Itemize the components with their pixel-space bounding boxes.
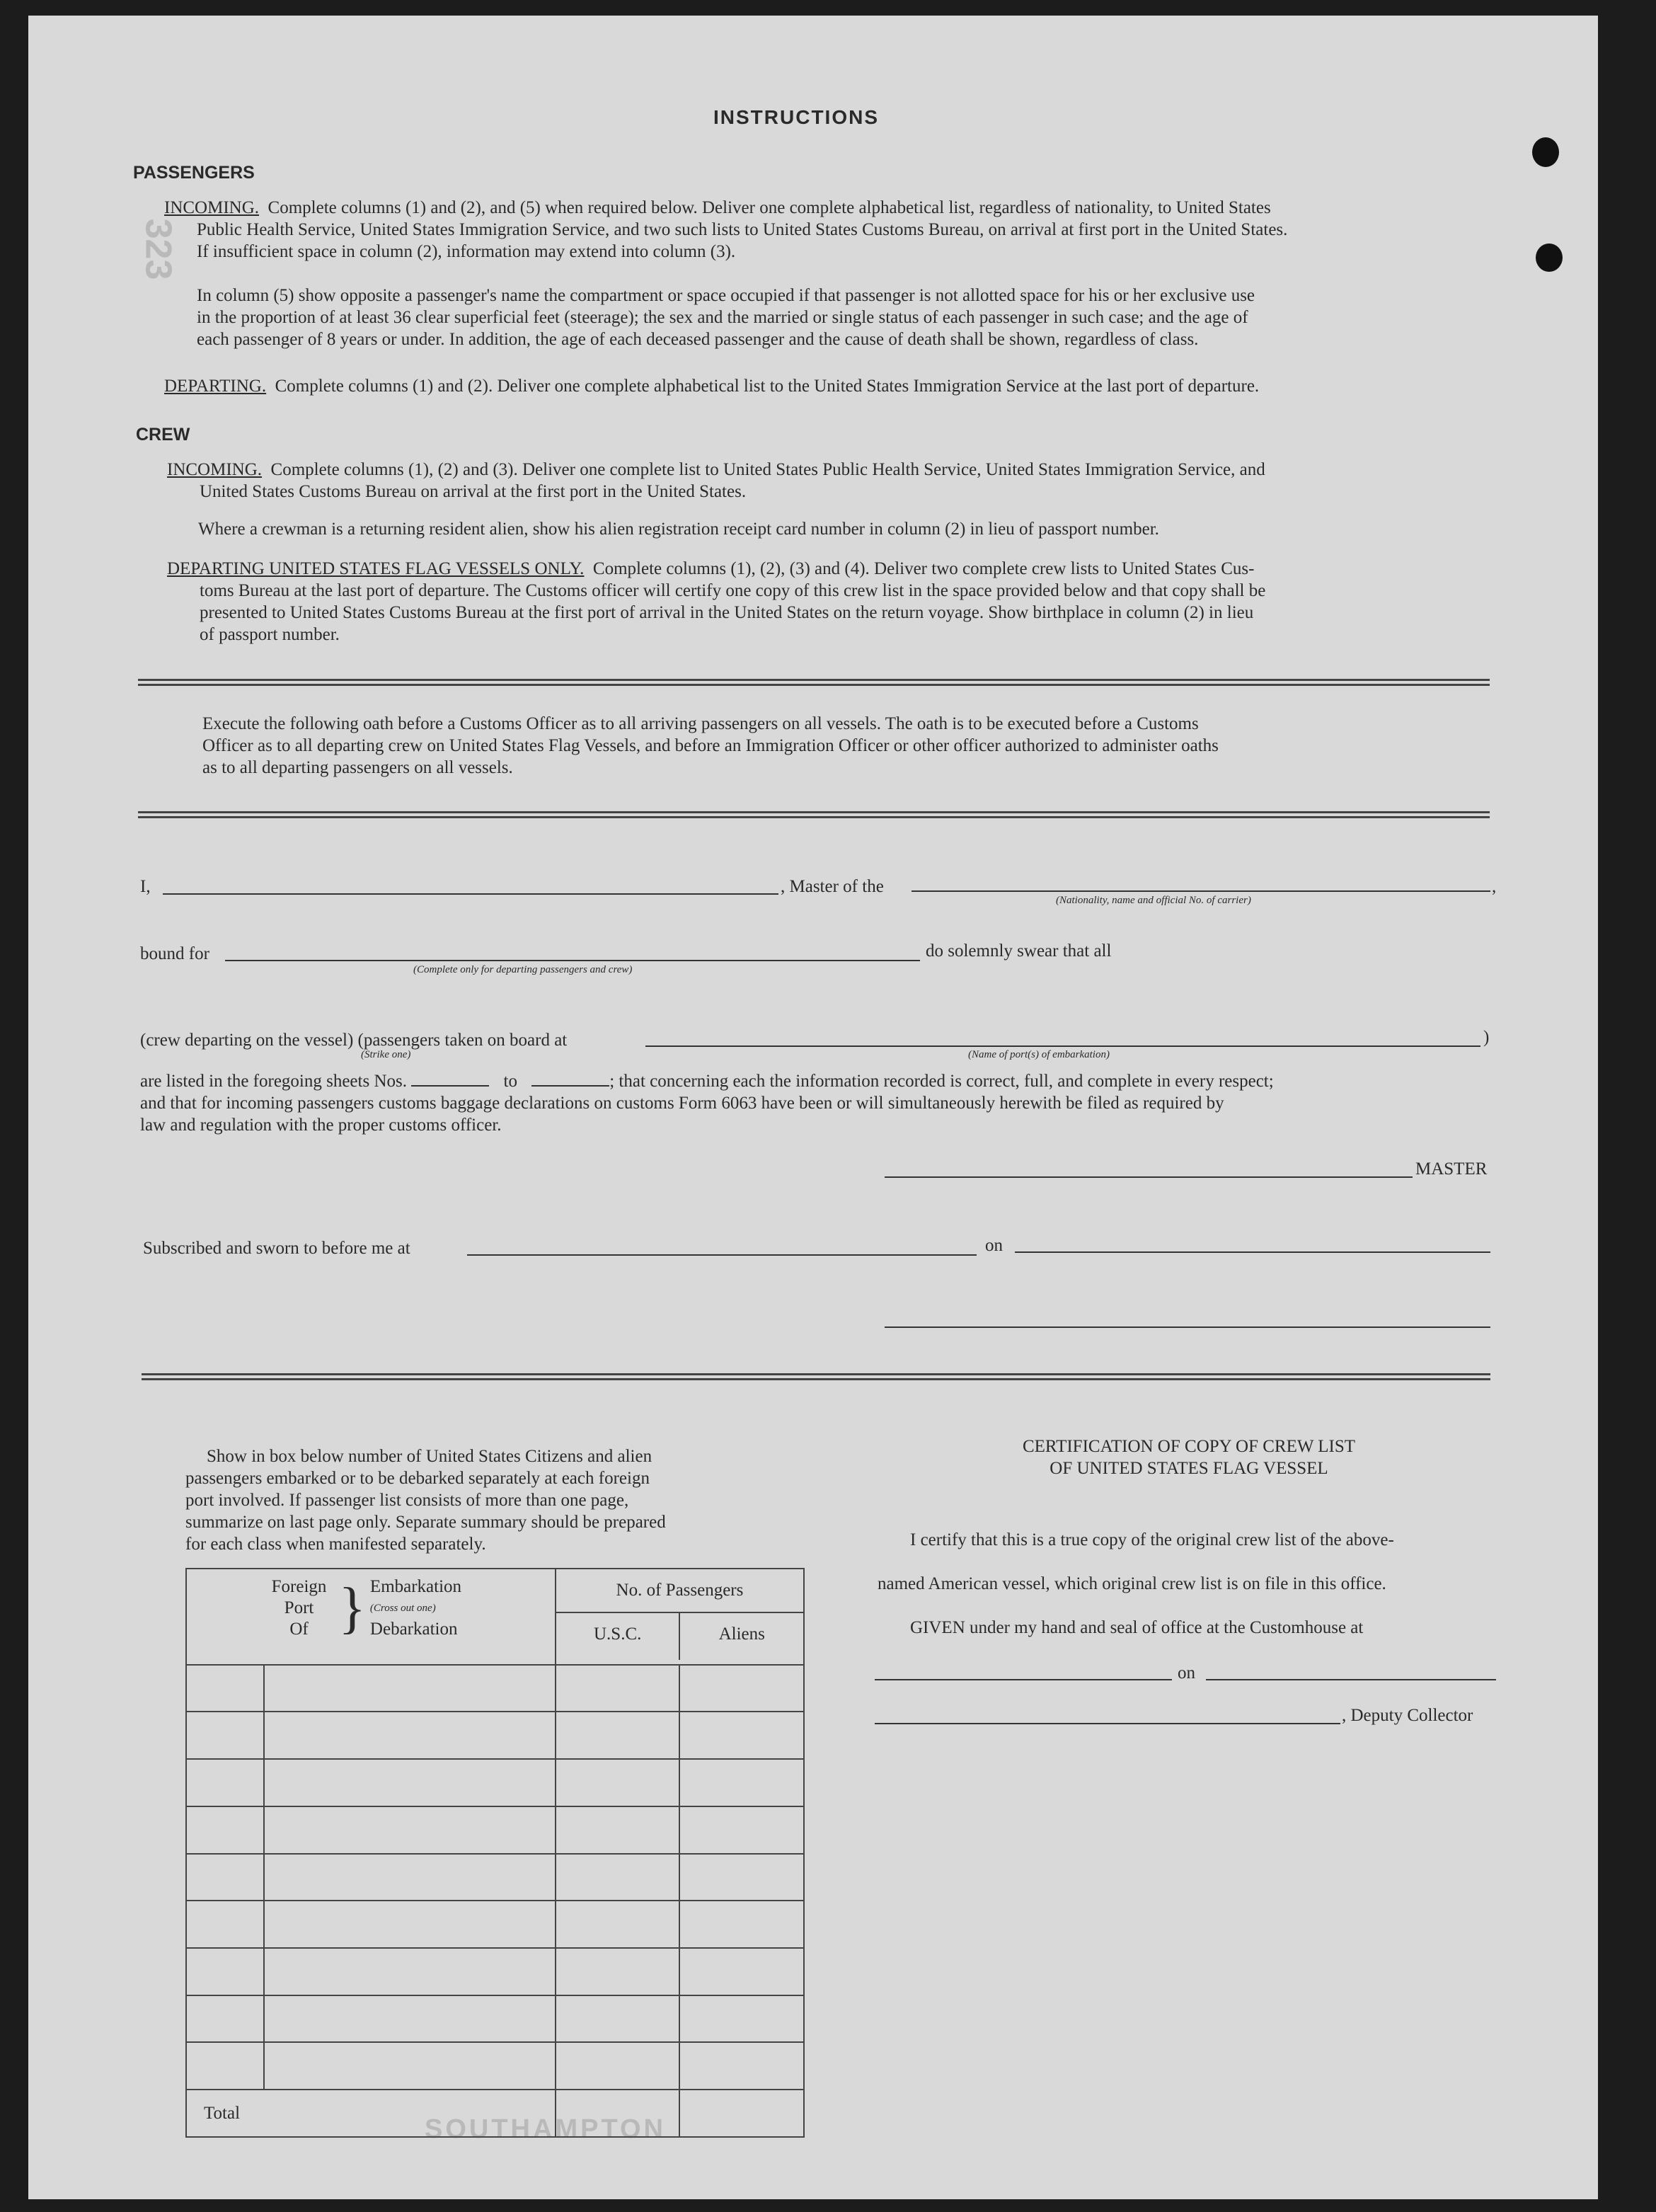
resident-alien-text: Where a crewman is a returning resident alien, show his alien registration receipt card number in column (2) in lieu of passport number. <box>198 520 1159 539</box>
nationality-hint: (Nationality, name and official No. of carrier) <box>1056 895 1251 906</box>
crew-flag-vessels <box>167 558 1497 646</box>
summary-line: for each class when manifested separately. <box>185 1535 486 1554</box>
table-total-row <box>186 2090 804 2137</box>
table-row <box>186 1854 804 1901</box>
passengers-heading: PASSENGERS <box>133 163 255 183</box>
divider <box>138 811 1490 818</box>
master-signature-field[interactable] <box>885 1176 1413 1178</box>
certification-date-field[interactable] <box>1206 1679 1496 1680</box>
passengers-departing-label: DEPARTING. <box>164 377 267 396</box>
subscribed-place-field[interactable] <box>467 1254 977 1256</box>
oath-instruction-line: Execute the following oath before a Customs Officer as to all arriving passengers on all vessels. The oath is to be executed before a Customs <box>202 714 1199 733</box>
crew-flag-label: DEPARTING UNITED STATES FLAG VESSELS ONLY. <box>167 559 585 578</box>
certification-title-line: OF UNITED STATES FLAG VESSEL <box>1050 1459 1328 1478</box>
customhouse-field[interactable] <box>875 1679 1172 1680</box>
oath-line-3: law and regulation with the proper customs officer. <box>140 1116 502 1135</box>
of-label: Of <box>289 1620 309 1639</box>
listed-to: to <box>503 1072 517 1091</box>
summary-line: summarize on last page only. Separate summary should be prepared <box>185 1513 666 1532</box>
footer-stamp: SOUTHAMPTON <box>425 2114 666 2144</box>
certification-title <box>870 1435 1507 1479</box>
oath-instructions <box>202 713 1497 779</box>
brace-icon: } <box>338 1577 366 1639</box>
binder-hole-bottom <box>1536 243 1563 272</box>
crew-incoming-label: INCOMING. <box>167 460 263 479</box>
oath-instruction-line: Officer as to all departing crew on United States Flag Vessels, and before an Immigration Officer or other officer authorized to administer oaths <box>202 736 1219 755</box>
total-aliens-cell[interactable] <box>679 2090 804 2137</box>
officer-signature-field[interactable] <box>885 1326 1490 1328</box>
certification-title-line: CERTIFICATION OF COPY OF CREW LIST <box>1022 1437 1356 1456</box>
oath-i-label: I, <box>140 877 151 896</box>
port-field[interactable] <box>645 1045 1480 1047</box>
crew-flag-line: toms Bureau at the last port of departure. The Customs officer will certify one copy of this crew list in the space provided below and that copy shall be <box>200 581 1266 600</box>
column5-line: in the proportion of at least 36 clear superficial feet (steerage); the sex and the married or single status of each passenger in such case; and the age of <box>197 308 1248 327</box>
crew-flag-line: of passport number. <box>200 625 340 644</box>
passengers-incoming-line: If insufficient space in column (2), information may extend into column (3). <box>197 242 736 261</box>
divider <box>142 1373 1490 1380</box>
summary-instructions <box>185 1445 787 1555</box>
column5-line: each passenger of 8 years or under. In addition, the age of each deceased passenger and the cause of death shall be shown, regardless of class. <box>197 330 1199 349</box>
form-page <box>28 16 1598 2199</box>
summary-line: port involved. If passenger list consists of more than one page, <box>185 1491 629 1510</box>
table-row <box>186 1665 804 1712</box>
debarkation-label: Debarkation <box>369 1620 458 1639</box>
crew-flag-line: presented to United States Customs Bureau at the first port of arrival in the United States on the return voyage. Show birthplace in column (2) in lieu <box>200 603 1254 622</box>
bound-for-label: bound for <box>140 944 209 963</box>
close-paren: ) <box>1483 1028 1490 1047</box>
total-label: Total <box>186 2090 556 2137</box>
passengers-departing-text: Complete columns (1) and (2). Deliver one complete alphabetical list to the United States Immigration Service at the last port of departure. <box>275 377 1260 396</box>
master-label: MASTER <box>1415 1159 1488 1179</box>
page-title: INSTRUCTIONS <box>713 106 879 128</box>
swear-text: do solemnly swear that all <box>926 941 1112 961</box>
listed-a: are listed in the foregoing sheets Nos. <box>140 1072 407 1091</box>
summary-line: Show in box below number of United States Citizens and alien <box>207 1447 652 1466</box>
comma: , <box>1492 877 1497 896</box>
bound-hint: (Complete only for departing passengers and crew) <box>413 964 633 975</box>
table-row <box>186 1995 804 2043</box>
crew-incoming-line: Complete columns (1), (2) and (3). Deliver one complete list to United States Public Health Service, United States Immigration Service, and <box>270 460 1265 479</box>
subscribed-date-field[interactable] <box>1015 1251 1490 1253</box>
crew-incoming <box>167 459 1497 503</box>
binder-hole-top <box>1532 137 1559 167</box>
column5-paragraph <box>197 285 1496 350</box>
sheet-to-field[interactable] <box>531 1085 609 1087</box>
crew-departing-label: (crew departing on the vessel) (passengers taken on board at <box>140 1031 568 1050</box>
summary-line: passengers embarked or to be debarked separately at each foreign <box>185 1469 650 1488</box>
sheet-from-field[interactable] <box>411 1085 489 1087</box>
table-row <box>186 1759 804 1806</box>
bound-for-field[interactable] <box>225 960 920 961</box>
total-usc-cell[interactable] <box>556 2090 680 2137</box>
strike-one-hint: (Strike one) <box>361 1049 411 1060</box>
port-label: Port <box>284 1598 314 1617</box>
certify-text <box>878 1529 1500 1595</box>
master-name-field[interactable] <box>163 893 778 895</box>
deputy-collector-label: , Deputy Collector <box>1342 1706 1473 1725</box>
table-row <box>186 1806 804 1854</box>
passengers-departing <box>164 375 1495 397</box>
listed-line <box>140 1070 1499 1092</box>
crew-incoming-line: United States Customs Bureau on arrival at the first port in the United States. <box>200 482 747 501</box>
master-of-the-label: , Master of the <box>781 877 884 896</box>
passenger-summary-table <box>185 1568 805 2138</box>
crew-flag-line: Complete columns (1), (2), (3) and (4). Deliver two complete crew lists to United States Cus- <box>592 559 1255 578</box>
listed-b: ; that concerning each the information recorded is correct, full, and complete in every respect; <box>609 1072 1274 1091</box>
oath-line-2: and that for incoming passengers customs baggage declarations on customs Form 6063 have been or will simultaneously herewith be filed as required by <box>140 1094 1224 1113</box>
no-of-passengers-label: No. of Passengers <box>556 1569 803 1613</box>
cross-out-hint: (Cross out one) <box>369 1603 436 1614</box>
passengers-incoming-line: Public Health Service, United States Immigration Service, and two such lists to United States Customs Bureau, on arrival at first port in the United States. <box>197 220 1288 239</box>
subscribed-on-label: on <box>985 1236 1003 1255</box>
table-row <box>186 1712 804 1759</box>
column5-line: In column (5) show opposite a passenger's name the compartment or space occupied if that passenger is not allotted space for his or her exclusive use <box>197 286 1255 305</box>
certification-on-label: on <box>1178 1663 1195 1683</box>
foreign-label: Foreign <box>271 1577 327 1596</box>
passengers-incoming-label: INCOMING. <box>164 198 260 217</box>
vessel-field[interactable] <box>912 890 1490 892</box>
certify-line: named American vessel, which original crew list is on file in this office. <box>878 1574 1386 1593</box>
embarkation-label: Embarkation <box>369 1577 462 1596</box>
table-header-row <box>186 1569 804 1665</box>
aliens-label: Aliens <box>718 1624 765 1644</box>
table-row <box>186 2042 804 2090</box>
deputy-collector-field[interactable] <box>875 1723 1340 1724</box>
port-hint: (Name of port(s) of embarkation) <box>968 1049 1110 1060</box>
usc-label: U.S.C. <box>556 1613 681 1660</box>
port-header-cell <box>264 1569 556 1665</box>
passengers-incoming-line: Complete columns (1) and (2), and (5) when required below. Deliver one complete alphabetical list, regardless of nationality, to United States <box>268 198 1271 217</box>
divider <box>138 679 1490 686</box>
certify-line: I certify that this is a true copy of the original crew list of the above- <box>910 1530 1394 1549</box>
oath-instruction-line: as to all departing passengers on all vessels. <box>202 758 513 777</box>
stamp-number: 323 <box>137 218 179 280</box>
table-row <box>186 1901 804 1948</box>
given-text: GIVEN under my hand and seal of office at the Customhouse at <box>910 1618 1364 1637</box>
passengers-incoming <box>164 197 1495 263</box>
subscribed-label: Subscribed and sworn to before me at <box>143 1239 410 1258</box>
crew-heading: CREW <box>136 425 190 445</box>
passengers-header-cell <box>556 1569 804 1665</box>
table-row <box>186 1948 804 1995</box>
